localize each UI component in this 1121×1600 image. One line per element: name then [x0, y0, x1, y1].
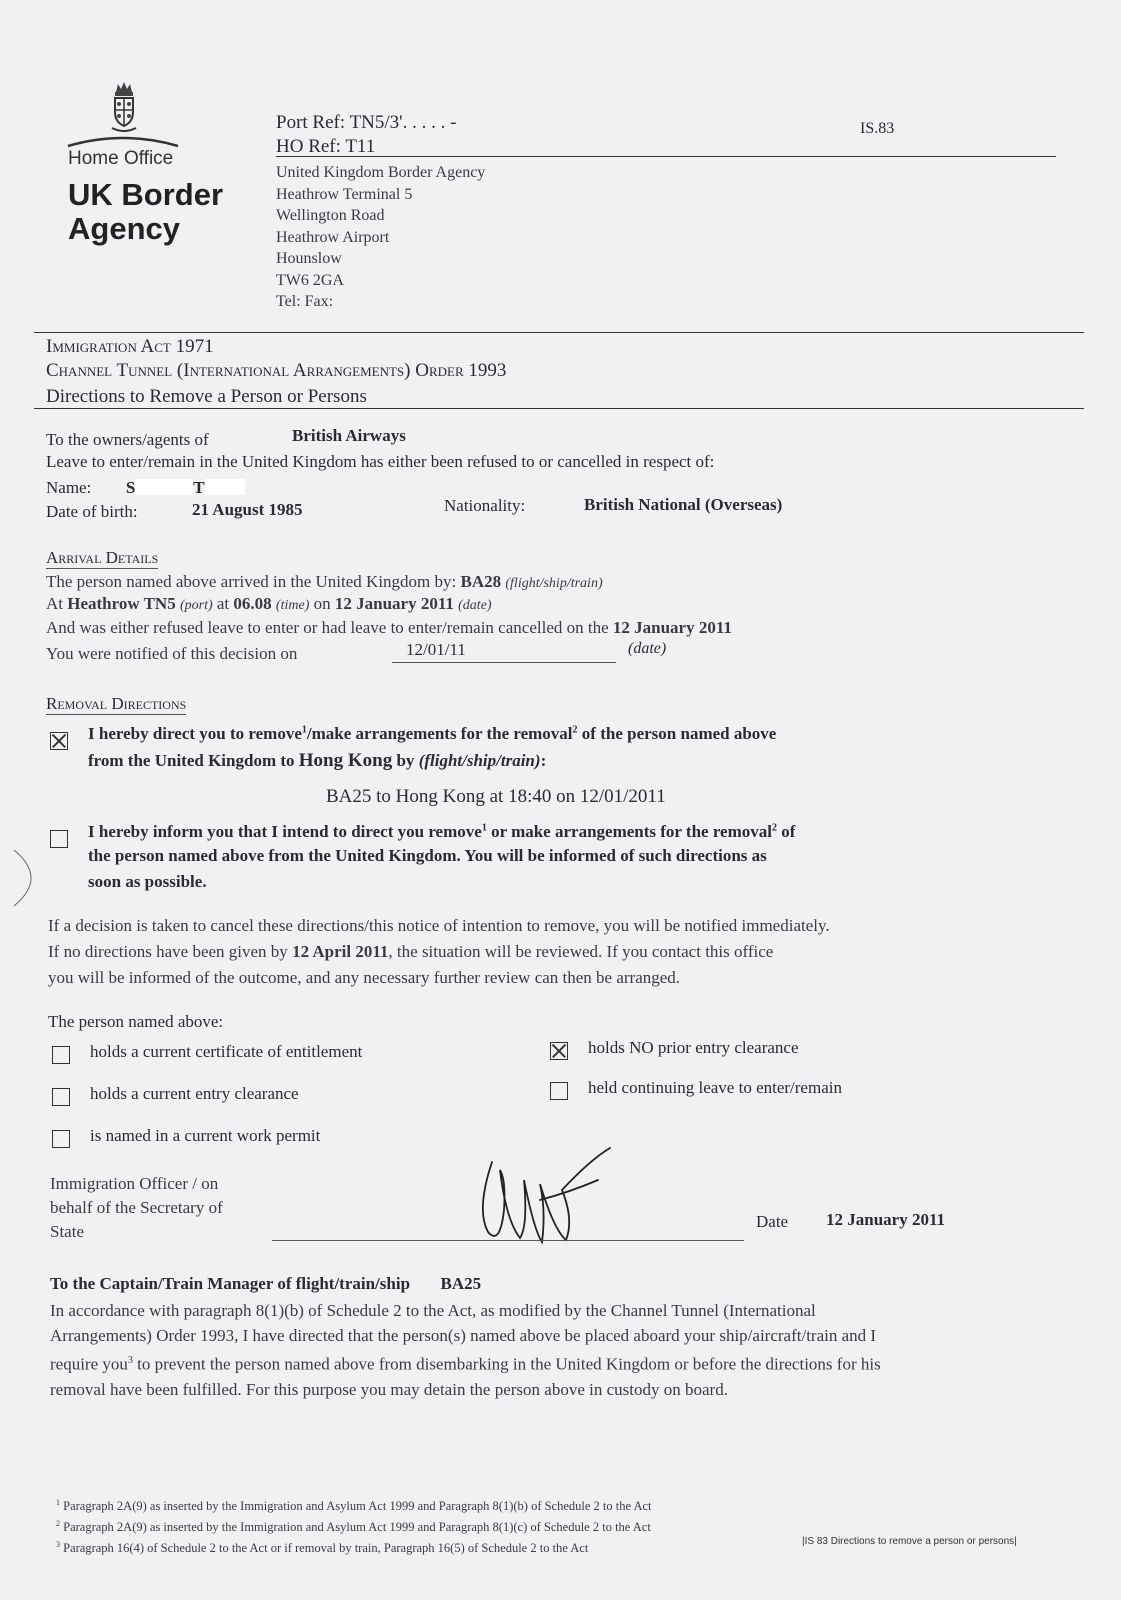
signature-date: 12 January 2011 — [826, 1210, 946, 1229]
owners-value: British Airways — [292, 426, 406, 445]
title-immigration-act: Immigration Act 1971 — [46, 336, 214, 357]
review-date: 12 April 2011 — [292, 942, 389, 961]
address-line: Hounslow — [276, 250, 342, 267]
dob-value: 21 August 1985 — [192, 500, 303, 519]
name-value: S — [125, 478, 136, 497]
flight-details: BA25 to Hong Kong at 18:40 on 12/01/2011 — [326, 786, 666, 807]
title-channel-tunnel: Channel Tunnel (International Arrangements) Order 1993 — [46, 360, 507, 381]
owners-label: To the owners/agents of — [46, 430, 209, 449]
arrival-date: 12 January 2011 — [334, 594, 454, 613]
logo-agency: Agency — [68, 211, 180, 246]
header-rule — [276, 156, 1056, 157]
redaction — [135, 479, 193, 495]
address-line: Wellington Road — [276, 207, 385, 224]
address-line: Tel: Fax: — [276, 293, 334, 310]
arrival-time: 06.08 — [233, 594, 272, 613]
dob-label: Date of birth: — [46, 502, 138, 521]
status-label: holds NO prior entry clearance — [588, 1038, 799, 1057]
option1-line-1: I hereby direct you to remove$^1$/make arrangements for the removal$^2$ of the person named above — [88, 724, 777, 743]
form-code: IS.83 — [860, 120, 895, 137]
name-value-2: T — [193, 478, 205, 497]
captain-flight: BA25 — [440, 1274, 482, 1293]
ho-ref-value: T11 — [345, 136, 376, 157]
title-bottom-rule — [34, 408, 1084, 409]
option2-checkbox[interactable] — [50, 830, 68, 848]
option1-line-2: from the United Kingdom to Hong Kong by (flight/ship/train): — [88, 750, 547, 771]
ho-ref-label: HO Ref: — [276, 136, 341, 157]
removal-heading: Removal Directions — [46, 694, 187, 713]
notified-date: 12/01/11 — [406, 640, 466, 659]
office-address — [276, 162, 485, 313]
refusal-date: 12 January 2011 — [612, 618, 732, 637]
address-line: United Kingdom Border Agency — [276, 164, 486, 181]
arrival-flight: BA28 — [460, 572, 502, 591]
review-line-2: If no directions have been given by 12 April 2011, the situation will be reviewed. If you contact this office — [48, 942, 774, 961]
punch-hole-mark — [4, 848, 44, 908]
port-ref-label: Port Ref: — [276, 112, 346, 133]
title-directions: Directions to Remove a Person or Persons — [46, 386, 367, 407]
name-label: Name: — [46, 478, 92, 497]
port-ref-value: TN5/3'. . . . . - — [349, 112, 457, 133]
officer-label: Immigration Officer / on behalf of the Secretary of State — [50, 1174, 223, 1241]
status-checkbox-certificate[interactable] — [52, 1046, 70, 1064]
arrival-line-2: At Heathrow TN5 (port) at 06.08 (time) on 12 January 2011 (date) — [46, 594, 492, 613]
status-checkbox-entry-clearance[interactable] — [52, 1088, 70, 1106]
officer-signature — [470, 1140, 620, 1256]
footnote: $^2$ Paragraph 2A(9) as inserted by the Immigration and Asylum Act 1999 and Paragraph 8(1)(c) of Schedule 2 to the Act — [56, 1519, 651, 1535]
address-line: Heathrow Airport — [276, 228, 390, 246]
status-checkbox-work-permit[interactable] — [52, 1130, 70, 1148]
option2-line-1: I hereby inform you that I intend to direct you remove$^1$ or make arrangements for the removal$^2$ of — [88, 822, 796, 841]
option2-line-3: soon as possible. — [88, 872, 207, 891]
arrival-line-1: The person named above arrived in the United Kingdom by: BA28 (flight/ship/train) — [46, 572, 603, 591]
captain-paragraph: In accordance with paragraph 8(1)(b) of Schedule 2 to the Act, as modified by the Channel Tunnel (International Arrangements) Order 1993, I have directed that the person(s) named above be placed aboard your ship/aircraft/train and I require you$^3$ to prevent the person named above from disembarking in the United Kingdom or before the directions for his removal have been fulfilled. For this purpose you may detain the person above in custody on board. — [50, 1301, 881, 1399]
ho-ref — [276, 136, 375, 158]
footnote: $^3$ Paragraph 16(4) of Schedule 2 to the Act or if removal by train, Paragraph 16(5) of Schedule 2 to the Act — [56, 1540, 589, 1556]
nationality-label: Nationality: — [444, 496, 526, 515]
captain-heading-row — [50, 1274, 481, 1294]
option2-line-2: the person named above from the United Kingdom. You will be informed of such directions as — [88, 846, 767, 865]
person-status-label: The person named above: — [48, 1012, 224, 1031]
address-line: Heathrow Terminal 5 — [276, 185, 413, 203]
destination: Hong Kong — [298, 750, 393, 771]
option1-checkbox[interactable] — [50, 732, 68, 750]
signature-line — [272, 1240, 744, 1241]
title-top-rule — [34, 332, 1084, 333]
redaction — [205, 479, 245, 495]
arrival-line-4-label: You were notified of this decision on — [46, 644, 298, 663]
name-row — [46, 478, 245, 498]
footnotes — [56, 1494, 652, 1557]
notified-date-hint: (date) — [628, 640, 667, 657]
status-label: holds a current entry clearance — [90, 1084, 299, 1103]
status-label: held continuing leave to enter/remain — [588, 1078, 842, 1097]
royal-crest-icon — [106, 78, 142, 134]
notified-date-rule — [392, 662, 616, 663]
leave-text: Leave to enter/remain in the United Kingdom has either been refused to or cancelled in respect of: — [46, 452, 715, 471]
logo-uk-border: UK Border — [68, 177, 224, 212]
status-checkbox-no-prior-clearance[interactable] — [550, 1042, 568, 1060]
port-ref — [276, 112, 456, 134]
captain-heading: To the Captain/Train Manager of flight/train/ship — [50, 1274, 411, 1293]
review-line-3: you will be informed of the outcome, and any necessary further review can then be arranged. — [48, 968, 681, 987]
address-line: TW6 2GA — [276, 271, 344, 289]
arrival-heading: Arrival Details — [46, 548, 159, 567]
form-footer: |IS 83 Directions to remove a person or persons| — [802, 1536, 1017, 1547]
arrival-line-3: And was either refused leave to enter or had leave to enter/remain cancelled on the 12 January 2011 — [46, 618, 732, 637]
status-checkbox-continuing-leave[interactable] — [550, 1082, 568, 1100]
date-label: Date — [756, 1212, 789, 1231]
nationality-value: British National (Overseas) — [584, 495, 783, 514]
logo-home-office: Home Office — [68, 148, 174, 169]
status-label: holds a current certificate of entitlement — [90, 1042, 363, 1061]
arrival-port: Heathrow TN5 — [67, 594, 176, 613]
footnote: $^1$ Paragraph 2A(9) as inserted by the Immigration and Asylum Act 1999 and Paragraph 8(1)(b) of Schedule 2 to the Act — [56, 1498, 652, 1514]
status-label: is named in a current work permit — [90, 1126, 321, 1145]
review-line-1: If a decision is taken to cancel these directions/this notice of intention to remove, you will be notified immediately. — [48, 916, 830, 935]
